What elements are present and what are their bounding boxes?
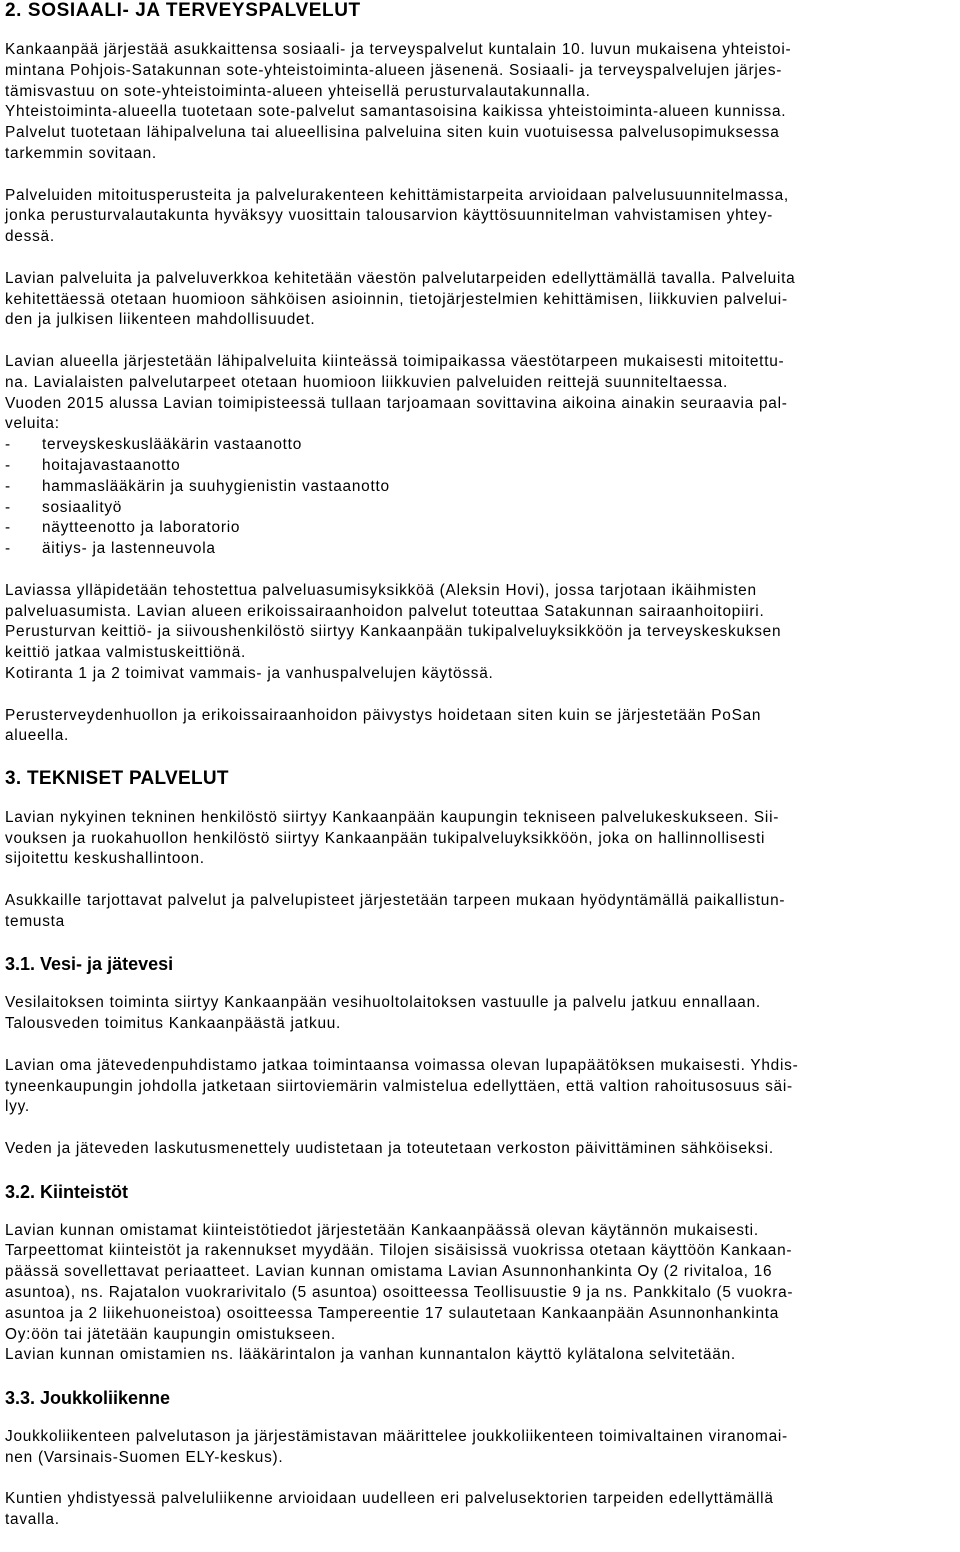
- list-item: [5, 539, 955, 560]
- paragraph: [5, 808, 955, 870]
- text-line: temusta: [5, 912, 65, 930]
- list-dash: -: [5, 498, 11, 516]
- paragraph: [5, 186, 955, 248]
- text-line: palveluasumista. Lavian alueen erikoissairaanhoidon palvelut toteuttaa Satakunnan sairaanhoitopiiri.: [5, 602, 765, 620]
- text-line: Kotiranta 1 ja 2 toimivat vammais- ja vanhuspalvelujen käytössä.: [5, 664, 494, 682]
- paragraph: [5, 1221, 955, 1367]
- paragraph: [5, 1139, 955, 1160]
- text-line: Tarpeettomat kiinteistöt ja rakennukset myydään. Tilojen sisäisissä vuokrissa otetaan käyttöön Kankaan-: [5, 1242, 793, 1260]
- text-line: Perusturvan keittiö- ja siivoushenkilöstö siirtyy Kankaanpään tukipalveluyksikköön ja terveyskeskuksen: [5, 623, 782, 641]
- text-line: Laviassa ylläpidetään tehostettua palveluasumisyksikköä (Aleksin Hovi), jossa tarjotaan ikäihmisten: [5, 581, 757, 599]
- paragraph: [5, 1056, 955, 1118]
- list-item-text: sosiaalityö: [42, 498, 123, 516]
- text-line: Oy:öön tai jätetään kaupungin omistukseen.: [5, 1325, 336, 1343]
- text-line: jonka perusturvalautakunta hyväksyy vuosittain talousarvion käyttösuunnitelman vahvistamisen yhtey-: [5, 207, 774, 225]
- list-dash: -: [5, 436, 11, 454]
- text-line: nen (Varsinais-Suomen ELY-keskus).: [5, 1448, 284, 1466]
- text-line: Veden ja jäteveden laskutusmenettely uudistetaan ja toteutetaan verkoston päivittäminen sähköiseksi.: [5, 1140, 774, 1158]
- paragraph: [5, 993, 955, 1035]
- text-line: keittiö jatkaa valmistuskeittiönä.: [5, 644, 247, 662]
- text-line: Palveluiden mitoitusperusteita ja palvelurakenteen kehittämistarpeita arvioidaan palvelusuunnitelmassa,: [5, 186, 789, 204]
- text-line: Lavian kunnan omistamat kiinteistötiedot järjestetään Kankaanpäässä olevan käytännön mukaisesti.: [5, 1221, 759, 1239]
- text-line: Lavian nykyinen tekninen henkilöstö siirtyy Kankaanpään kaupungin tekniseen palvelukeskukseen. Sii-: [5, 808, 780, 826]
- text-line: lyy.: [5, 1098, 30, 1116]
- text-line: asuntoa), ns. Rajatalon vuokrarivitalo (5 asuntoa) osoitteessa Teollisuustie 9 ja ns. Pankkitalo (5 vuokra-: [5, 1284, 794, 1302]
- text-line: Lavian palveluita ja palveluverkkoa kehitetään väestön palvelutarpeiden edellyttämällä tavalla. Palveluita: [5, 269, 796, 287]
- text-line: Kankaanpää järjestää asukkaittensa sosiaali- ja terveyspalvelut kuntalain 10. luvun mukaisena yhteistoi-: [5, 41, 792, 58]
- paragraph: [5, 706, 955, 748]
- text-line: Lavian alueella järjestetään lähipalveluita kiinteässä toimipaikassa väestötarpeen mukaisesti mitoitettu-: [5, 352, 785, 370]
- paragraph: [5, 40, 955, 165]
- list-dash: -: [5, 456, 11, 474]
- list-item-text: terveyskeskuslääkärin vastaanotto: [42, 436, 303, 454]
- text-line: Palvelut tuotetaan lähipalveluna tai alueellisina palveluina siten kuin vuotuisessa palvelusopimuksessa: [5, 124, 780, 142]
- text-line: den ja julkisen liikenteen mahdollisuudet.: [5, 311, 316, 329]
- list-dash: -: [5, 540, 11, 558]
- document-page: [5, 0, 955, 1552]
- text-line: Talousveden toimitus Kankaanpäästä jatkuu.: [5, 1015, 342, 1033]
- list-item-text: hoitajavastaanotto: [42, 456, 181, 474]
- list-dash: -: [5, 519, 11, 537]
- list-item: [5, 498, 955, 519]
- subsection-heading: 3.2. Kiinteistöt: [5, 1181, 129, 1202]
- text-line: na. Lavialaisten palvelutarpeet otetaan huomioon liikkuvien palveluiden reittejä suunniteltaessa.: [5, 373, 729, 391]
- list-item: [5, 456, 955, 477]
- paragraph-with-list: [5, 352, 955, 560]
- text-line: tämisvastuu on sote-yhteistoiminta-alueen yhteisellä perusturvalautakunnalla.: [5, 82, 591, 100]
- text-line: tarkemmin sovitaan.: [5, 144, 157, 162]
- section-heading: 2. SOSIAALI- JA TERVEYSPALVELUT: [5, 0, 361, 21]
- text-line: Lavian oma jätevedenpuhdistamo jatkaa toimintaansa voimassa olevan lupapäätöksen mukaisesti. Yhdis-: [5, 1056, 799, 1074]
- text-line: kehitettäessä otetaan huomioon sähköisen asioinnin, tietojärjestelmien kehittämisen, liikkuvien palvelui-: [5, 290, 788, 308]
- text-line: vouksen ja ruokahuollon henkilöstö siirtyy Kankaanpään tukipalveluyksikköön, joka on hallinnollisesti: [5, 829, 766, 847]
- text-line: Joukkoliikenteen palvelutason ja järjestämistavan määrittelee joukkoliikenteen toimivaltainen viranomai-: [5, 1428, 788, 1446]
- list-item-text: näytteenotto ja laboratorio: [42, 519, 241, 537]
- text-line: Yhteistoiminta-alueella tuotetaan sote-palvelut samantasoisina kaikissa yhteistoiminta-alueen kunnissa.: [5, 103, 787, 121]
- list-item: [5, 477, 955, 498]
- list-item: [5, 435, 955, 456]
- text-line: Kuntien yhdistyessä palveluliikenne arvioidaan uudelleen eri palvelusektorien tarpeiden edellyttämällä: [5, 1490, 774, 1508]
- text-line: päässä sovellettavat periaatteet. Lavian kunnan omistama Lavian Asunnonhankinta Oy (2 rivitaloa, 16: [5, 1263, 773, 1281]
- text-line: Lavian kunnan omistamien ns. lääkärintalon ja vanhan kunnantalon käyttö kylätalona selvitetään.: [5, 1346, 736, 1364]
- text-line: Vesilaitoksen toiminta siirtyy Kankaanpään vesihuoltolaitoksen vastuulle ja palvelu jatkuu ennallaan.: [5, 994, 761, 1012]
- paragraph: [5, 1427, 955, 1469]
- paragraph: [5, 891, 955, 933]
- list-item-text: äitiys- ja lastenneuvola: [42, 540, 216, 558]
- text-line: tavalla.: [5, 1511, 60, 1529]
- text-line: dessä.: [5, 228, 55, 246]
- section-heading: 3. TEKNISET PALVELUT: [5, 767, 229, 789]
- text-line: tyneenkaupungin johdolla jatketaan siirtoviemärin valmistelua edellyttäen, että valtion rahoitusosuus säi-: [5, 1077, 793, 1095]
- text-line: Asukkaille tarjottavat palvelut ja palvelupisteet järjestetään tarpeen mukaan hyödyntämällä paikallistun-: [5, 892, 786, 910]
- paragraph: [5, 581, 955, 685]
- text-line: alueella.: [5, 727, 70, 745]
- text-line: asuntoa ja 2 liikehuoneistoa) osoitteessa Tampereentie 17 sulautetaan Kankaanpään Asunnonhankinta: [5, 1304, 780, 1322]
- subsection-heading: 3.3. Joukkoliikenne: [5, 1388, 171, 1409]
- text-line: sijoitettu keskushallintoon.: [5, 850, 205, 868]
- text-line: Vuoden 2015 alussa Lavian toimipisteessä tullaan tarjoamaan sovittavina aikoina ainakin seuraavia pal-: [5, 394, 788, 412]
- list-item-text: hammaslääkärin ja suuhygienistin vastaanotto: [42, 477, 390, 495]
- text-line: Perusterveydenhuollon ja erikoissairaanhoidon päivystys hoidetaan siten kuin se järjestetään PoSan: [5, 706, 762, 724]
- paragraph: [5, 1489, 955, 1531]
- subsection-heading: 3.1. Vesi- ja jätevesi: [5, 954, 174, 975]
- text-line: mintana Pohjois-Satakunnan sote-yhteistoiminta-alueen jäsenenä. Sosiaali- ja terveyspalvelujen järjes-: [5, 61, 783, 79]
- service-list: [5, 435, 955, 560]
- list-dash: -: [5, 477, 11, 495]
- list-item: [5, 518, 955, 539]
- text-line: veluita:: [5, 415, 60, 433]
- paragraph: [5, 269, 955, 331]
